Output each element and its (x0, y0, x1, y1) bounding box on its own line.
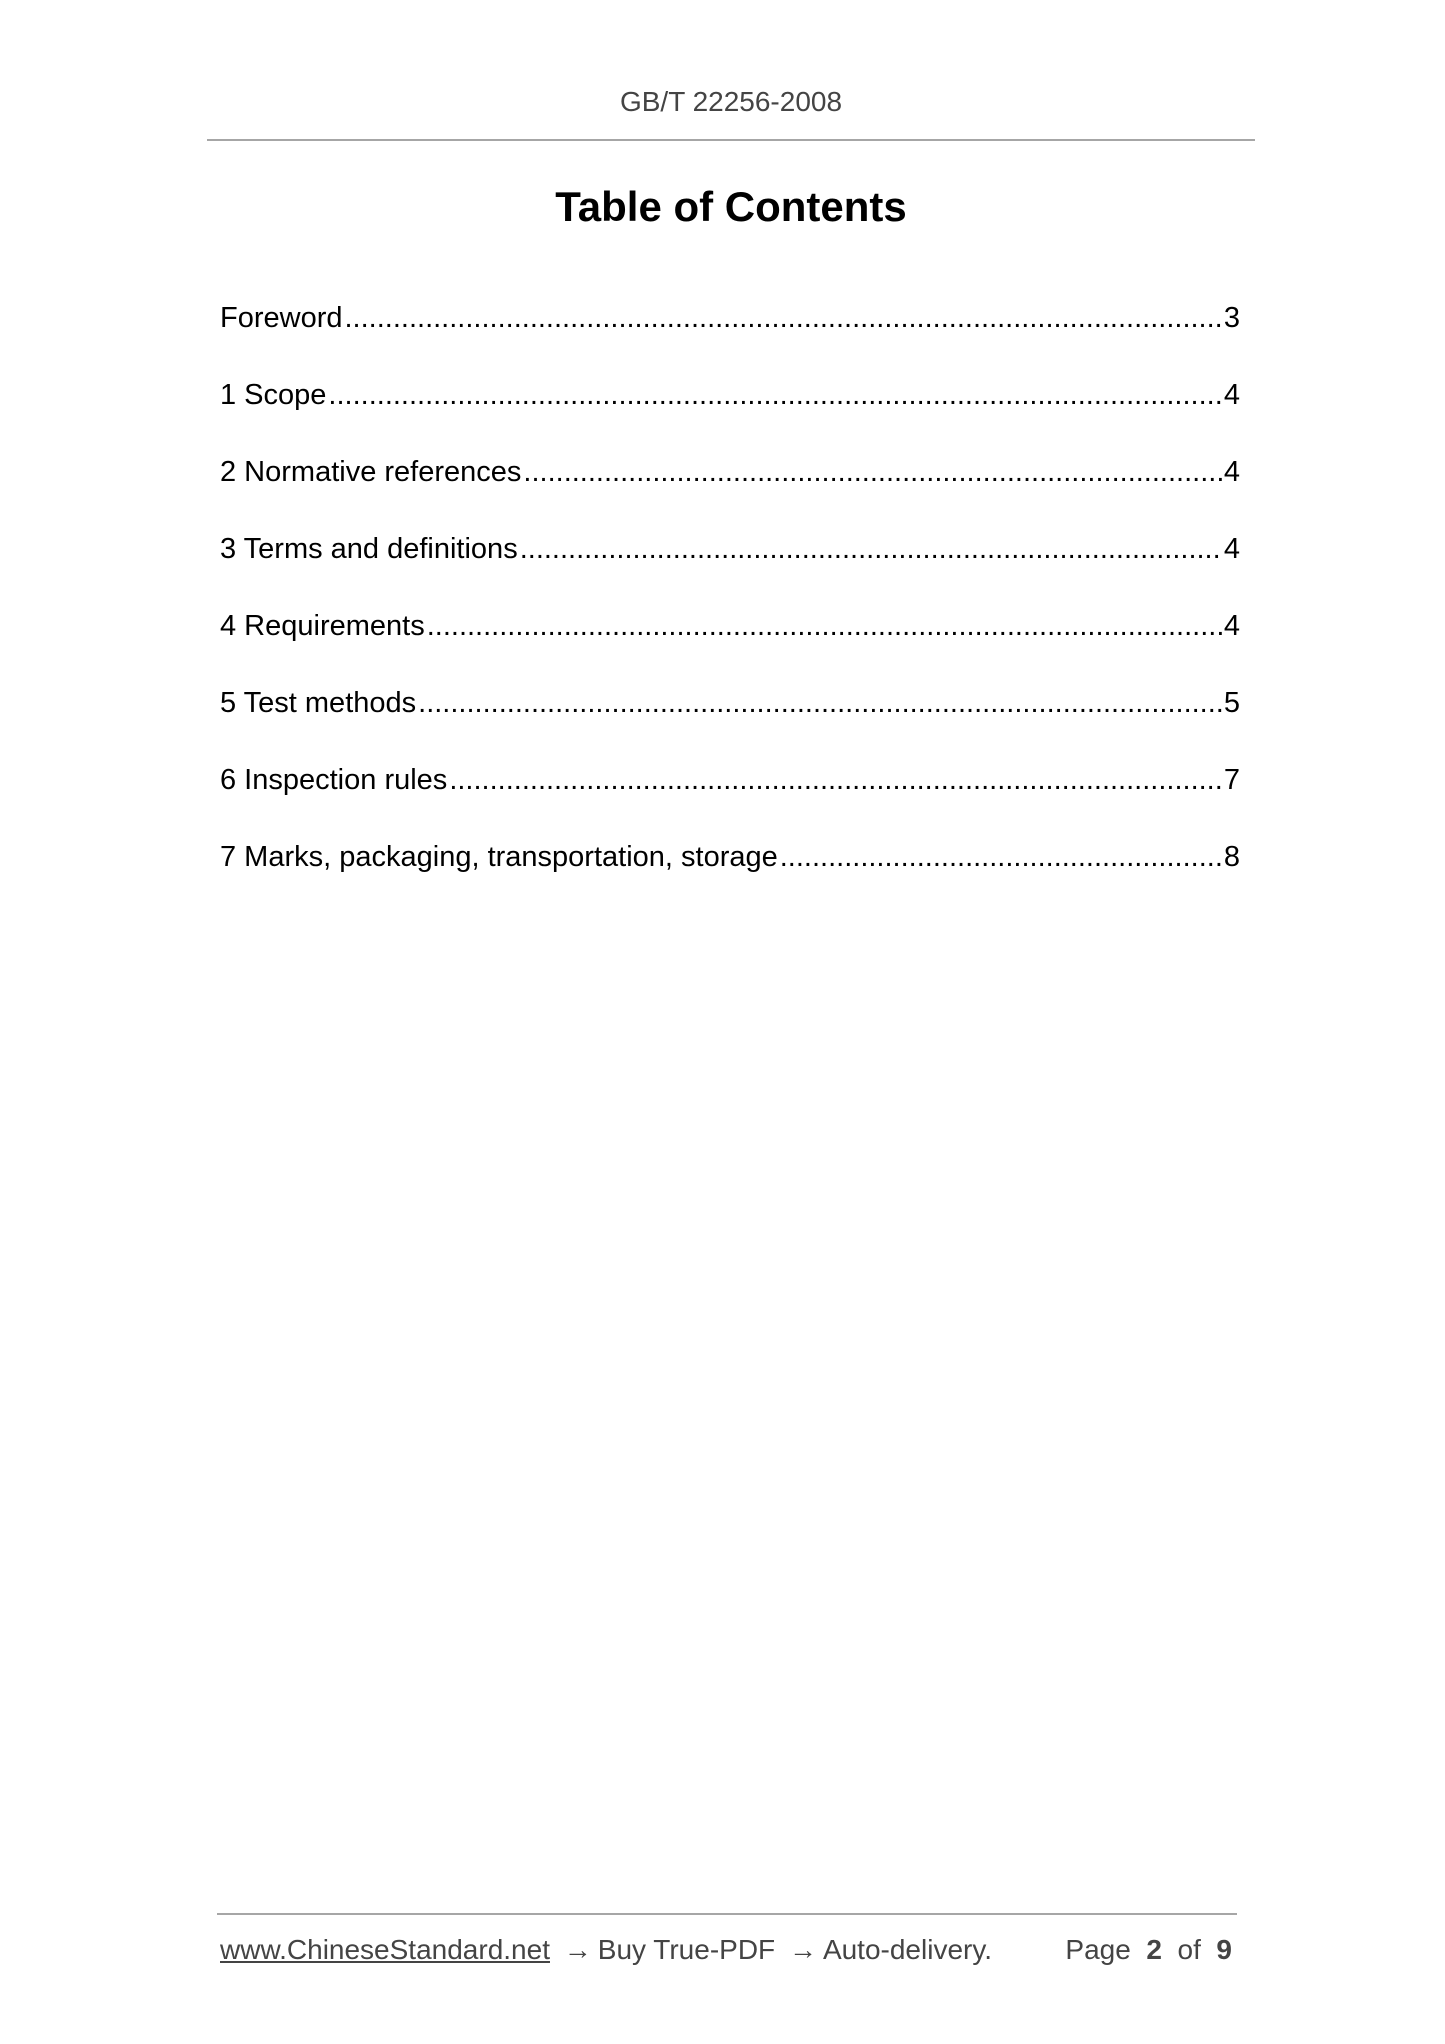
toc-entry-page: 7 (1223, 764, 1240, 796)
toc-entry-requirements[interactable] (220, 610, 1240, 687)
footer-promo (220, 1934, 992, 1966)
current-page-number: 2 (1146, 1934, 1162, 1965)
arrow-right-icon: → (788, 1934, 817, 1965)
toc-dot-leader (520, 533, 1222, 566)
toc-entry-terms-and-definitions[interactable] (220, 533, 1240, 610)
toc-entry-normative-references[interactable] (220, 456, 1240, 533)
header-divider (207, 139, 1255, 141)
delivery-text: Auto-delivery. (822, 1934, 993, 1965)
arrow-right-icon: → (563, 1934, 592, 1965)
toc-entry-foreword[interactable] (220, 302, 1240, 379)
toc-entry-page: 3 (1223, 302, 1240, 334)
toc-entry-label: 7 Marks, packaging, transportation, storage (220, 841, 778, 873)
toc-entry-scope[interactable] (220, 379, 1240, 456)
toc-dot-leader (328, 379, 1221, 412)
toc-entry-label: Foreword (220, 302, 343, 334)
toc-entry-page: 4 (1223, 456, 1240, 488)
toc-dot-leader (449, 764, 1222, 797)
page-word: Page (1065, 1934, 1131, 1965)
footer-divider (217, 1913, 1237, 1915)
toc-entry-page: 4 (1223, 610, 1240, 642)
toc-entry-label: 6 Inspection rules (220, 764, 448, 796)
toc-dot-leader (523, 456, 1221, 489)
toc-dot-leader (345, 302, 1222, 335)
page-footer (220, 1934, 1232, 1966)
toc-entry-page: 8 (1223, 841, 1240, 873)
toc-entry-label: 1 Scope (220, 379, 327, 411)
toc-entry-marks-packaging[interactable] (220, 841, 1240, 918)
toc-dot-leader (418, 687, 1222, 720)
running-header: GB/T 22256-2008 (619, 86, 843, 117)
toc-entry-label: 2 Normative references (220, 456, 522, 488)
toc-entry-inspection-rules[interactable] (220, 764, 1240, 841)
toc-entry-page: 4 (1223, 379, 1240, 411)
toc-entry-page: 4 (1223, 533, 1240, 565)
toc-list (220, 302, 1240, 918)
buy-text: Buy True-PDF (597, 1934, 776, 1965)
toc-entry-page: 5 (1223, 687, 1240, 719)
toc-title: Table of Contents (555, 183, 907, 230)
page-number (1065, 1934, 1232, 1966)
of-word: of (1177, 1934, 1201, 1965)
total-page-count: 9 (1216, 1934, 1232, 1965)
toc-dot-leader (427, 610, 1222, 643)
toc-dot-leader (780, 841, 1222, 874)
toc-entry-label: 5 Test methods (220, 687, 417, 719)
toc-entry-test-methods[interactable] (220, 687, 1240, 764)
toc-entry-label: 4 Requirements (220, 610, 425, 642)
toc-entry-label: 3 Terms and definitions (220, 533, 518, 565)
site-link[interactable]: www.ChineseStandard.net (220, 1934, 550, 1965)
